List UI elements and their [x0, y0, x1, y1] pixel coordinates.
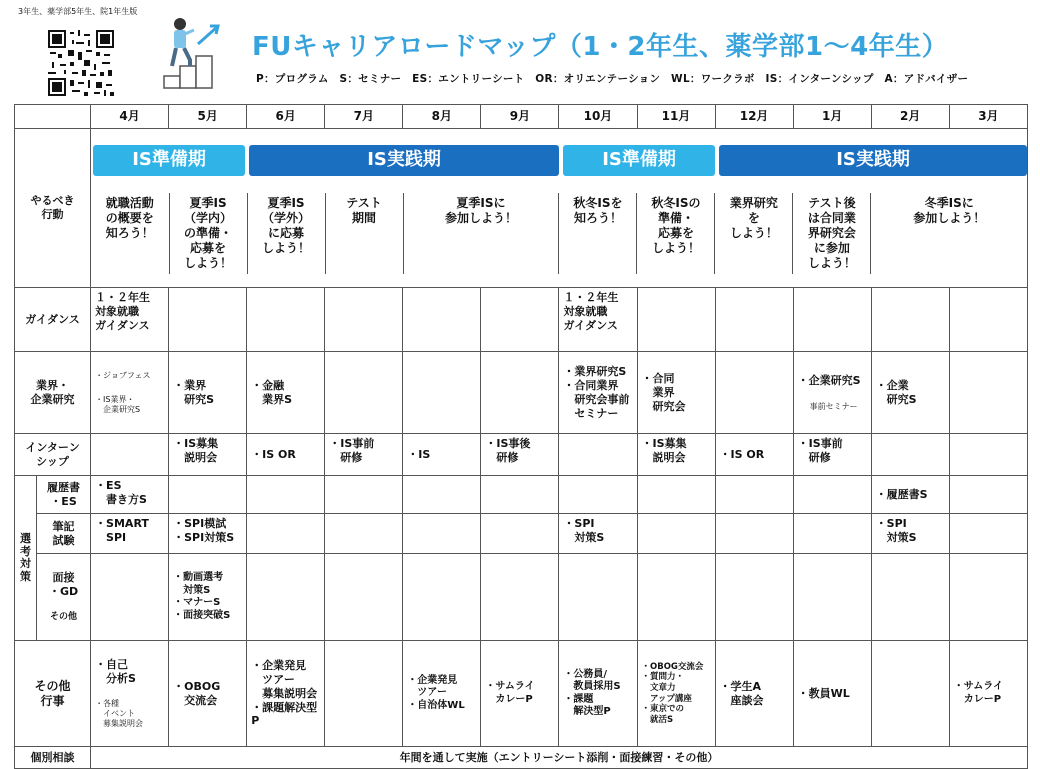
other-aug: ・企業発見 ツアー ・自治体WL — [403, 641, 481, 747]
month-header: 11月 — [637, 105, 715, 129]
row-label-selection: 選考対策 — [15, 476, 37, 641]
month-header: 7月 — [325, 105, 403, 129]
row-label-consult: 個別相談 — [15, 747, 91, 769]
resume-feb: ・履歴書S — [871, 476, 949, 514]
action-inner-table — [91, 193, 1027, 274]
row-label-industry: 業界・ 企業研究 — [15, 352, 91, 434]
other-dec: ・学生A 座談会 — [715, 641, 793, 747]
abbreviation-legend: P：プログラム S：セミナー ES：エントリーシート OR：オリエンテーション WL：ワークラボ IS：インターンシップ A：アドバイザー — [256, 73, 969, 85]
industry-row — [15, 352, 1028, 434]
climbing-student-illustration — [158, 10, 228, 90]
internship-jan: ・IS事前 研修 — [793, 434, 871, 476]
consult-text: 年間を通して実施（エントリーシート添削・面接練習・その他） — [91, 747, 1028, 769]
corner-cell — [15, 105, 91, 129]
month-header: 5月 — [169, 105, 247, 129]
consult-row — [15, 747, 1028, 769]
month-header: 10月 — [559, 105, 637, 129]
career-roadmap-table — [14, 104, 1028, 769]
internship-aug: ・IS — [403, 434, 481, 476]
action-nov: 秋冬ISの 準備・ 応募を しよう！ — [637, 193, 715, 274]
row-label-resume: 履歴書 ・ES — [37, 476, 91, 514]
action-cells — [91, 129, 1028, 288]
action-jul: テスト 期間 — [325, 193, 403, 274]
action-jan: テスト後 は合同業 界研究会 に参加 しよう！ — [793, 193, 871, 274]
month-header: 9月 — [481, 105, 559, 129]
other-may: ・OBOG 交流会 — [169, 641, 247, 747]
action-augsep: 夏季ISに 参加しよう！ — [403, 193, 559, 274]
other-sep: ・サムライ カレーP — [481, 641, 559, 747]
industry-nov: ・合同 業界 研究会 — [637, 352, 715, 434]
guidance-row — [15, 288, 1028, 352]
month-header: 6月 — [247, 105, 325, 129]
row-label-internship: インターン シップ — [15, 434, 91, 476]
other-jan: ・教員WL — [793, 641, 871, 747]
written-apr: ・SMART SPI — [91, 514, 169, 554]
row-label-written: 筆記 試験 — [37, 514, 91, 554]
other-events-row — [15, 641, 1028, 747]
phase-band-practice-2: IS実践期 — [719, 145, 1027, 176]
action-oct: 秋冬ISを 知ろう！ — [559, 193, 637, 274]
guidance-apr: １・２年生 対象就職 ガイダンス — [91, 288, 169, 352]
interview-row — [15, 554, 1028, 641]
row-label-other: その他 行事 — [15, 641, 91, 747]
internship-nov: ・IS募集 説明会 — [637, 434, 715, 476]
industry-jun: ・金融 業界S — [247, 352, 325, 434]
month-header-row — [15, 105, 1028, 129]
internship-dec: ・IS OR — [715, 434, 793, 476]
internship-may: ・IS募集 説明会 — [169, 434, 247, 476]
phase-band-prep-2: IS準備期 — [563, 145, 715, 176]
written-row — [15, 514, 1028, 554]
page-title: FUキャリアロードマップ（1・2年生、薬学部1～4年生） — [252, 32, 949, 62]
other-mar: ・サムライ カレーP — [949, 641, 1027, 747]
qr-code[interactable] — [48, 30, 114, 96]
month-header: 12月 — [715, 105, 793, 129]
action-dec: 業界研究 を しよう！ — [715, 193, 793, 274]
interview-may: ・動画選考 対策S ・マナーS ・面接突破S — [169, 554, 247, 641]
phase-bands — [91, 143, 1027, 179]
month-header: 3月 — [949, 105, 1027, 129]
other-apr: ・自己 分析S ・各種 イベント 募集説明会 — [91, 641, 169, 747]
other-jun: ・企業発見 ツアー 募集説明会 ・課題解決型P — [247, 641, 325, 747]
written-feb: ・SPI 対策S — [871, 514, 949, 554]
phase-band-prep-1: IS準備期 — [93, 145, 245, 176]
resume-apr: ・ES 書き方S — [91, 476, 169, 514]
resume-row — [15, 476, 1028, 514]
action-jun: 夏季IS （学外） に応募 しよう！ — [247, 193, 325, 274]
other-oct: ・公務員/ 教員採用S ・課題 解決型P — [559, 641, 637, 747]
month-header: 4月 — [91, 105, 169, 129]
month-header: 1月 — [793, 105, 871, 129]
internship-row — [15, 434, 1028, 476]
internship-jul: ・IS事前 研修 — [325, 434, 403, 476]
other-nov: ・OBOG交流会 ・質問力・ 文章力 アップ講座 ・東京での 就活S — [637, 641, 715, 747]
month-header: 2月 — [871, 105, 949, 129]
internship-sep: ・IS事後 研修 — [481, 434, 559, 476]
edition-note: 3年生、薬学部5年生、院1年生版 — [18, 7, 138, 16]
internship-jun: ・IS OR — [247, 434, 325, 476]
row-label-guidance: ガイダンス — [15, 288, 91, 352]
industry-may: ・業界 研究S — [169, 352, 247, 434]
industry-oct: ・業界研究S ・合同業界 研究会事前 セミナー — [559, 352, 637, 434]
row-label-yarubeki: やるべき 行動 — [15, 129, 91, 288]
row-label-interview: 面接 ・GD その他 — [37, 554, 91, 641]
action-row — [15, 129, 1028, 288]
industry-jan: ・企業研究S 事前セミナー — [793, 352, 871, 434]
industry-apr: ・ジョブフェス ・IS業界・ 企業研究S — [91, 352, 169, 434]
action-may: 夏季IS （学内） の準備・ 応募を しよう！ — [169, 193, 247, 274]
written-may: ・SPI模試 ・SPI対策S — [169, 514, 247, 554]
action-apr: 就職活動 の概要を 知ろう！ — [91, 193, 169, 274]
industry-feb: ・企業 研究S — [871, 352, 949, 434]
written-oct: ・SPI 対策S — [559, 514, 637, 554]
month-header: 8月 — [403, 105, 481, 129]
guidance-oct: １・２年生 対象就職 ガイダンス — [559, 288, 637, 352]
action-febmar: 冬季ISに 参加しよう！ — [871, 193, 1027, 274]
phase-band-practice-1: IS実践期 — [249, 145, 559, 176]
